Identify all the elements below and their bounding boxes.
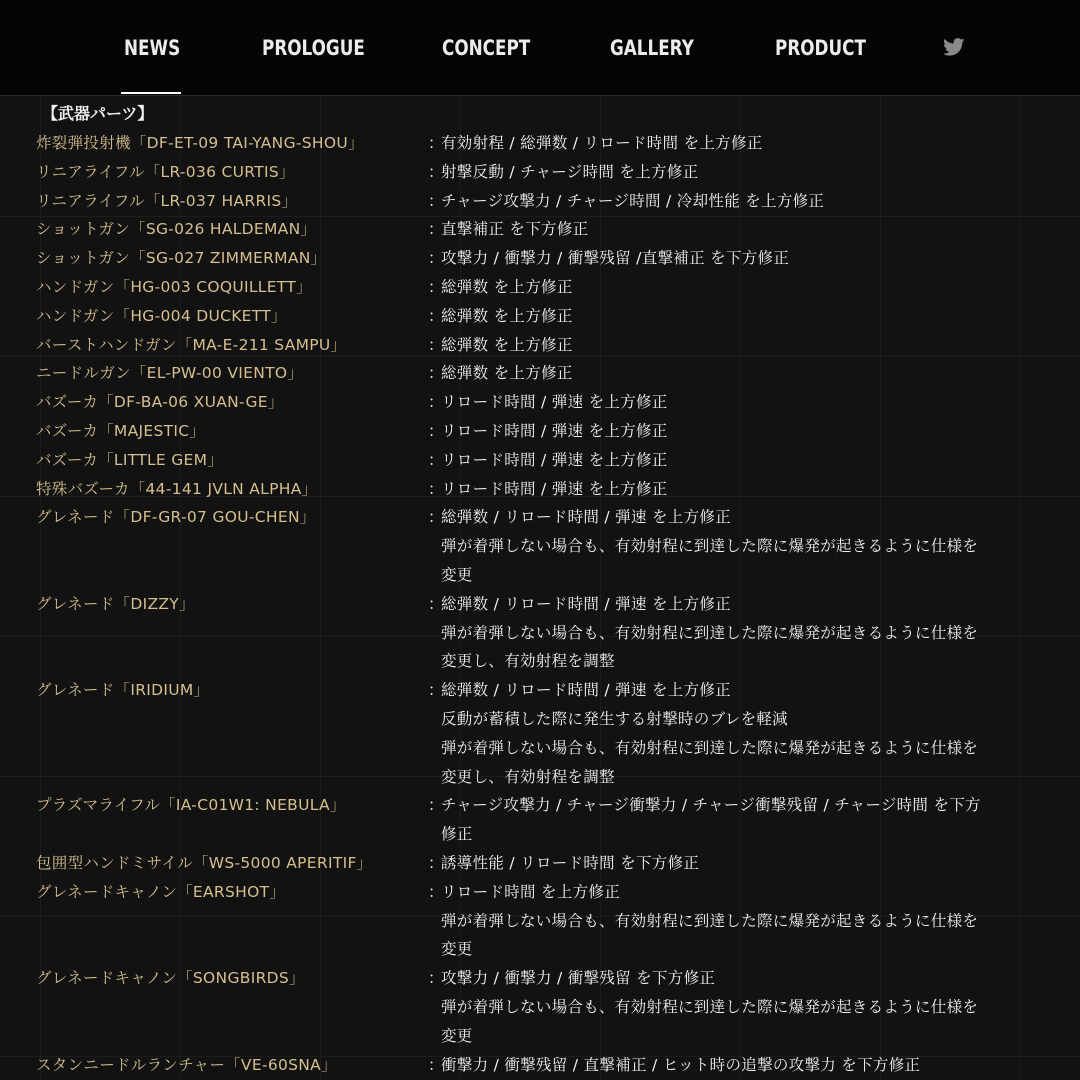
description-line: リロード時間 を上方修正 <box>441 882 621 901</box>
nav-concept[interactable]: CONCEPT <box>442 36 531 60</box>
description-line: 弾が着弾しない場合も、有効射程に到達した際に爆発が起きるように仕様を <box>441 997 979 1016</box>
separator-colon: ： <box>428 277 444 296</box>
description-line: 総弾数 / リロード時間 / 弾速 を上方修正 <box>441 508 731 527</box>
list-item <box>0 273 1080 302</box>
separator-colon: ： <box>428 162 444 181</box>
part-name: グレネード「IRIDIUM」 <box>36 681 210 700</box>
nav-news[interactable]: NEWS <box>124 36 181 60</box>
description-line: リロード時間 / 弾速 を上方修正 <box>441 479 668 498</box>
description-line: チャージ攻撃力 / チャージ衝撃力 / チャージ衝撃残留 / チャージ時間 を下方 <box>441 796 981 815</box>
part-name: グレネード「DIZZY」 <box>36 594 195 613</box>
part-name: グレネードキャノン「SONGBIRDS」 <box>36 969 305 988</box>
part-name: ハンドガン「HG-004 DUCKETT」 <box>36 306 287 325</box>
part-change-description <box>428 187 1048 216</box>
part-change-description <box>428 964 1048 1050</box>
description-line: 変更し、有効射程を調整 <box>441 767 615 786</box>
part-name: バズーカ「MAJESTIC」 <box>36 421 206 440</box>
description-line: 総弾数 / リロード時間 / 弾速 を上方修正 <box>441 681 731 700</box>
separator-colon: ： <box>428 681 444 700</box>
list-item <box>0 187 1080 216</box>
description-line: 攻撃力 / 衝撃力 / 衝撃残留 を下方修正 <box>441 969 716 988</box>
list-item <box>0 302 1080 331</box>
site-header <box>0 0 1080 96</box>
separator-colon: ： <box>428 393 444 412</box>
part-name: ショットガン「SG-026 HALDEMAN」 <box>36 220 317 239</box>
list-item <box>0 129 1080 158</box>
description-line: 有効射程 / 総弾数 / リロード時間 を上方修正 <box>441 134 763 152</box>
part-name: リニアライフル「LR-036 CURTIS」 <box>36 162 295 181</box>
list-item <box>0 331 1080 360</box>
separator-colon: ： <box>428 796 444 815</box>
description-line: 直撃補正 を下方修正 <box>441 220 589 239</box>
separator-colon: ： <box>428 479 444 498</box>
description-line: 弾が着弾しない場合も、有効射程に到達した際に爆発が起きるように仕様を <box>441 623 979 642</box>
part-change-description <box>428 590 1048 676</box>
part-change-description <box>428 446 1048 475</box>
list-item <box>0 590 1080 676</box>
part-name: グレネードキャノン「EARSHOT」 <box>36 882 286 901</box>
description-line: 総弾数 を上方修正 <box>441 335 573 354</box>
part-change-description <box>428 215 1048 244</box>
separator-colon: ： <box>428 421 444 440</box>
description-line: 射撃反動 / チャージ時間 を上方修正 <box>441 162 699 181</box>
list-item <box>0 446 1080 475</box>
part-name: 特殊バズーカ「44-141 JVLN ALPHA」 <box>36 479 318 498</box>
description-line: チャージ攻撃力 / チャージ時間 / 冷却性能 を上方修正 <box>441 191 825 210</box>
part-change-description <box>428 273 1048 302</box>
description-line: 誘導性能 / リロード時間 を下方修正 <box>441 853 700 872</box>
part-name: ハンドガン「HG-003 COQUILLETT」 <box>36 277 312 296</box>
description-line: 反動が蓄積した際に発生する射撃時のブレを軽減 <box>441 709 788 728</box>
separator-colon: ： <box>428 450 444 469</box>
description-line: リロード時間 / 弾速 を上方修正 <box>441 393 668 412</box>
separator-colon: ： <box>428 335 444 354</box>
description-line: 総弾数 を上方修正 <box>441 306 573 325</box>
list-item <box>0 1051 1080 1080</box>
description-line: 総弾数 を上方修正 <box>441 277 573 296</box>
list-item <box>0 359 1080 388</box>
part-change-description <box>428 878 1048 964</box>
weapon-parts-list <box>0 129 1080 1079</box>
list-item <box>0 417 1080 446</box>
list-item <box>0 791 1080 849</box>
part-name: 炸裂弾投射機「DF-ET-09 TAI-YANG-SHOU」 <box>36 134 364 152</box>
nav-product[interactable]: PRODUCT <box>775 36 866 60</box>
part-name: バズーカ「DF-BA-06 XUAN-GE」 <box>36 393 284 412</box>
part-name: ニードルガン「EL-PW-00 VIENTO」 <box>36 364 304 383</box>
separator-colon: ： <box>428 364 444 383</box>
part-change-description <box>428 129 1048 158</box>
list-item <box>0 215 1080 244</box>
separator-colon: ： <box>428 220 444 239</box>
description-line: 総弾数 を上方修正 <box>441 364 573 383</box>
description-line: 弾が着弾しない場合も、有効射程に到達した際に爆発が起きるように仕様を <box>441 911 979 930</box>
description-line: リロード時間 / 弾速 を上方修正 <box>441 450 668 469</box>
description-line: 衝撃力 / 衝撃残留 / 直撃補正 / ヒット時の追撃の攻撃力 を下方修正 <box>441 1055 921 1074</box>
separator-colon: ： <box>428 249 444 268</box>
description-line: 変更し、有効射程を調整 <box>441 652 615 671</box>
separator-colon: ： <box>428 134 444 152</box>
separator-colon: ： <box>428 882 444 901</box>
part-change-description <box>428 791 1048 849</box>
part-name: 包囲型ハンドミサイル「WS-5000 APERITIF」 <box>36 853 373 872</box>
description-line: 変更 <box>441 565 473 584</box>
nav-active-indicator <box>121 92 181 94</box>
part-change-description <box>428 676 1048 791</box>
description-line: 総弾数 / リロード時間 / 弾速 を上方修正 <box>441 594 731 613</box>
twitter-bird-icon[interactable] <box>942 36 966 58</box>
part-name: スタンニードルランチャー「VE-60SNA」 <box>36 1055 337 1074</box>
part-name: グレネード「DF-GR-07 GOU-CHEN」 <box>36 508 316 527</box>
nav-prologue[interactable]: PROLOGUE <box>262 36 365 60</box>
part-name: リニアライフル「LR-037 HARRIS」 <box>36 191 298 210</box>
description-line: 変更 <box>441 940 473 959</box>
description-line: 弾が着弾しない場合も、有効射程に到達した際に爆発が起きるように仕様を <box>441 537 979 556</box>
description-line: リロード時間 / 弾速 を上方修正 <box>441 421 668 440</box>
nav-gallery[interactable]: GALLERY <box>610 36 694 60</box>
list-item <box>0 475 1080 504</box>
part-name: プラズマライフル「IA-C01W1: NEBULA」 <box>36 796 346 815</box>
separator-colon: ： <box>428 853 444 872</box>
separator-colon: ： <box>428 508 444 527</box>
part-change-description <box>428 475 1048 504</box>
list-item <box>0 964 1080 1050</box>
part-change-description <box>428 359 1048 388</box>
part-change-description <box>428 302 1048 331</box>
separator-colon: ： <box>428 306 444 325</box>
separator-colon: ： <box>428 191 444 210</box>
list-item <box>0 158 1080 187</box>
description-line: 攻撃力 / 衝撃力 / 衝撃残留 /直撃補正 を下方修正 <box>441 249 790 268</box>
description-line: 弾が着弾しない場合も、有効射程に到達した際に爆発が起きるように仕様を <box>441 738 979 757</box>
list-item <box>0 503 1080 589</box>
list-item <box>0 676 1080 791</box>
separator-colon: ： <box>428 594 444 613</box>
part-name: バズーカ「LITTLE GEM」 <box>36 450 224 469</box>
description-line: 修正 <box>441 825 473 844</box>
part-change-description <box>428 388 1048 417</box>
separator-colon: ： <box>428 1055 444 1074</box>
separator-colon: ： <box>428 969 444 988</box>
part-change-description <box>428 849 1048 878</box>
part-name: ショットガン「SG-027 ZIMMERMAN」 <box>36 249 327 268</box>
part-change-description <box>428 331 1048 360</box>
part-change-description <box>428 503 1048 589</box>
part-change-description <box>428 1051 1048 1080</box>
description-line: 変更 <box>441 1026 473 1045</box>
list-item <box>0 244 1080 273</box>
list-item <box>0 849 1080 878</box>
part-name: バーストハンドガン「MA-E-211 SAMPU」 <box>36 335 347 354</box>
list-item <box>0 388 1080 417</box>
list-item <box>0 878 1080 964</box>
part-change-description <box>428 417 1048 446</box>
part-change-description <box>428 244 1048 273</box>
news-content <box>0 96 1080 1080</box>
part-change-description <box>428 158 1048 187</box>
section-title: 【武器パーツ】 <box>42 104 154 123</box>
